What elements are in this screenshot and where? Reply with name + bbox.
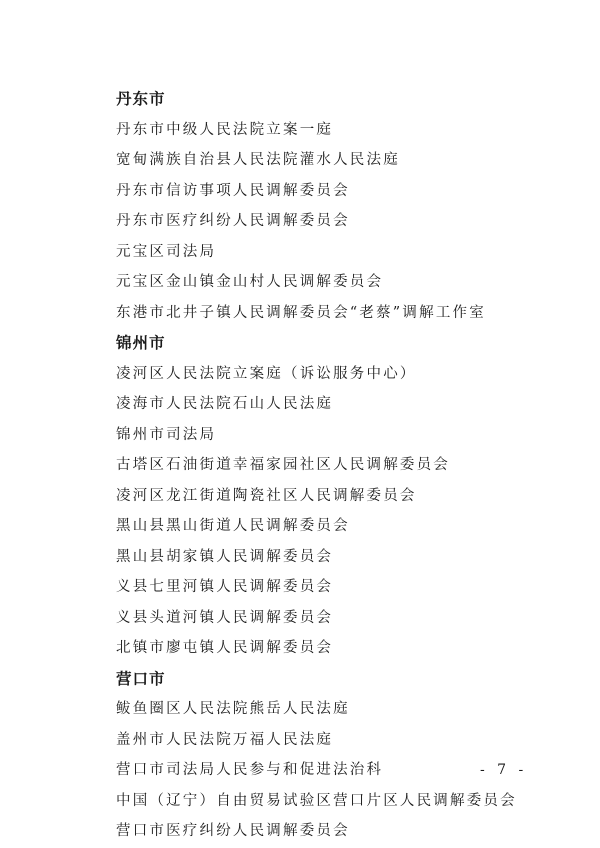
section-title-jinzhou: 锦州市 [116, 334, 166, 352]
section-title-dandong: 丹东市 [116, 90, 166, 108]
list-item: 黑山县胡家镇人民调解委员会 [116, 548, 334, 565]
list-item: 宽甸满族自治县人民法院灌水人民法庭 [116, 152, 400, 168]
list-item: 鲅鱼圈区人民法院熊岳人民法庭 [116, 701, 350, 717]
list-item: 丹东市信访事项人民调解委员会 [116, 182, 350, 199]
list-item: 黑山县黑山街道人民调解委员会 [116, 518, 350, 534]
list-item: 凌海市人民法院石山人民法庭 [116, 396, 334, 412]
list-item: 元宝区司法局 [116, 243, 217, 260]
section-title-yingkou: 营口市 [116, 669, 166, 688]
list-item: 北镇市廖屯镇人民调解委员会 [116, 640, 334, 656]
list-item: 丹东市医疗纠纷人民调解委员会 [116, 213, 350, 229]
list-item: 丹东市中级人民法院立案一庭 [116, 121, 334, 138]
list-item: 义县七里河镇人民调解委员会 [116, 579, 334, 595]
page-number: - 7 - [480, 762, 528, 778]
list-item: 义县头道河镇人民调解委员会 [116, 609, 334, 626]
list-item: 古塔区石油街道幸福家园社区人民调解委员会 [116, 457, 450, 473]
list-item: 凌河区人民法院立案庭（诉讼服务中心） [116, 365, 417, 382]
list-item: 盖州市人民法院万福人民法庭 [116, 731, 334, 748]
list-item: 中国（辽宁）自由贸易试验区营口片区人民调解委员会 [116, 792, 517, 809]
list-item: 东港市北井子镇人民调解委员会“老蔡”调解工作室 [116, 304, 486, 321]
list-item: 营口市医疗纠纷人民调解委员会 [116, 823, 350, 839]
list-item: 锦州市司法局 [116, 426, 217, 443]
list-item: 元宝区金山镇金山村人民调解委员会 [116, 274, 384, 290]
list-item: 凌河区龙江街道陶瓷社区人民调解委员会 [116, 487, 417, 504]
content-list [116, 84, 556, 847]
list-item: 营口市司法局人民参与和促进法治科 [116, 762, 384, 778]
